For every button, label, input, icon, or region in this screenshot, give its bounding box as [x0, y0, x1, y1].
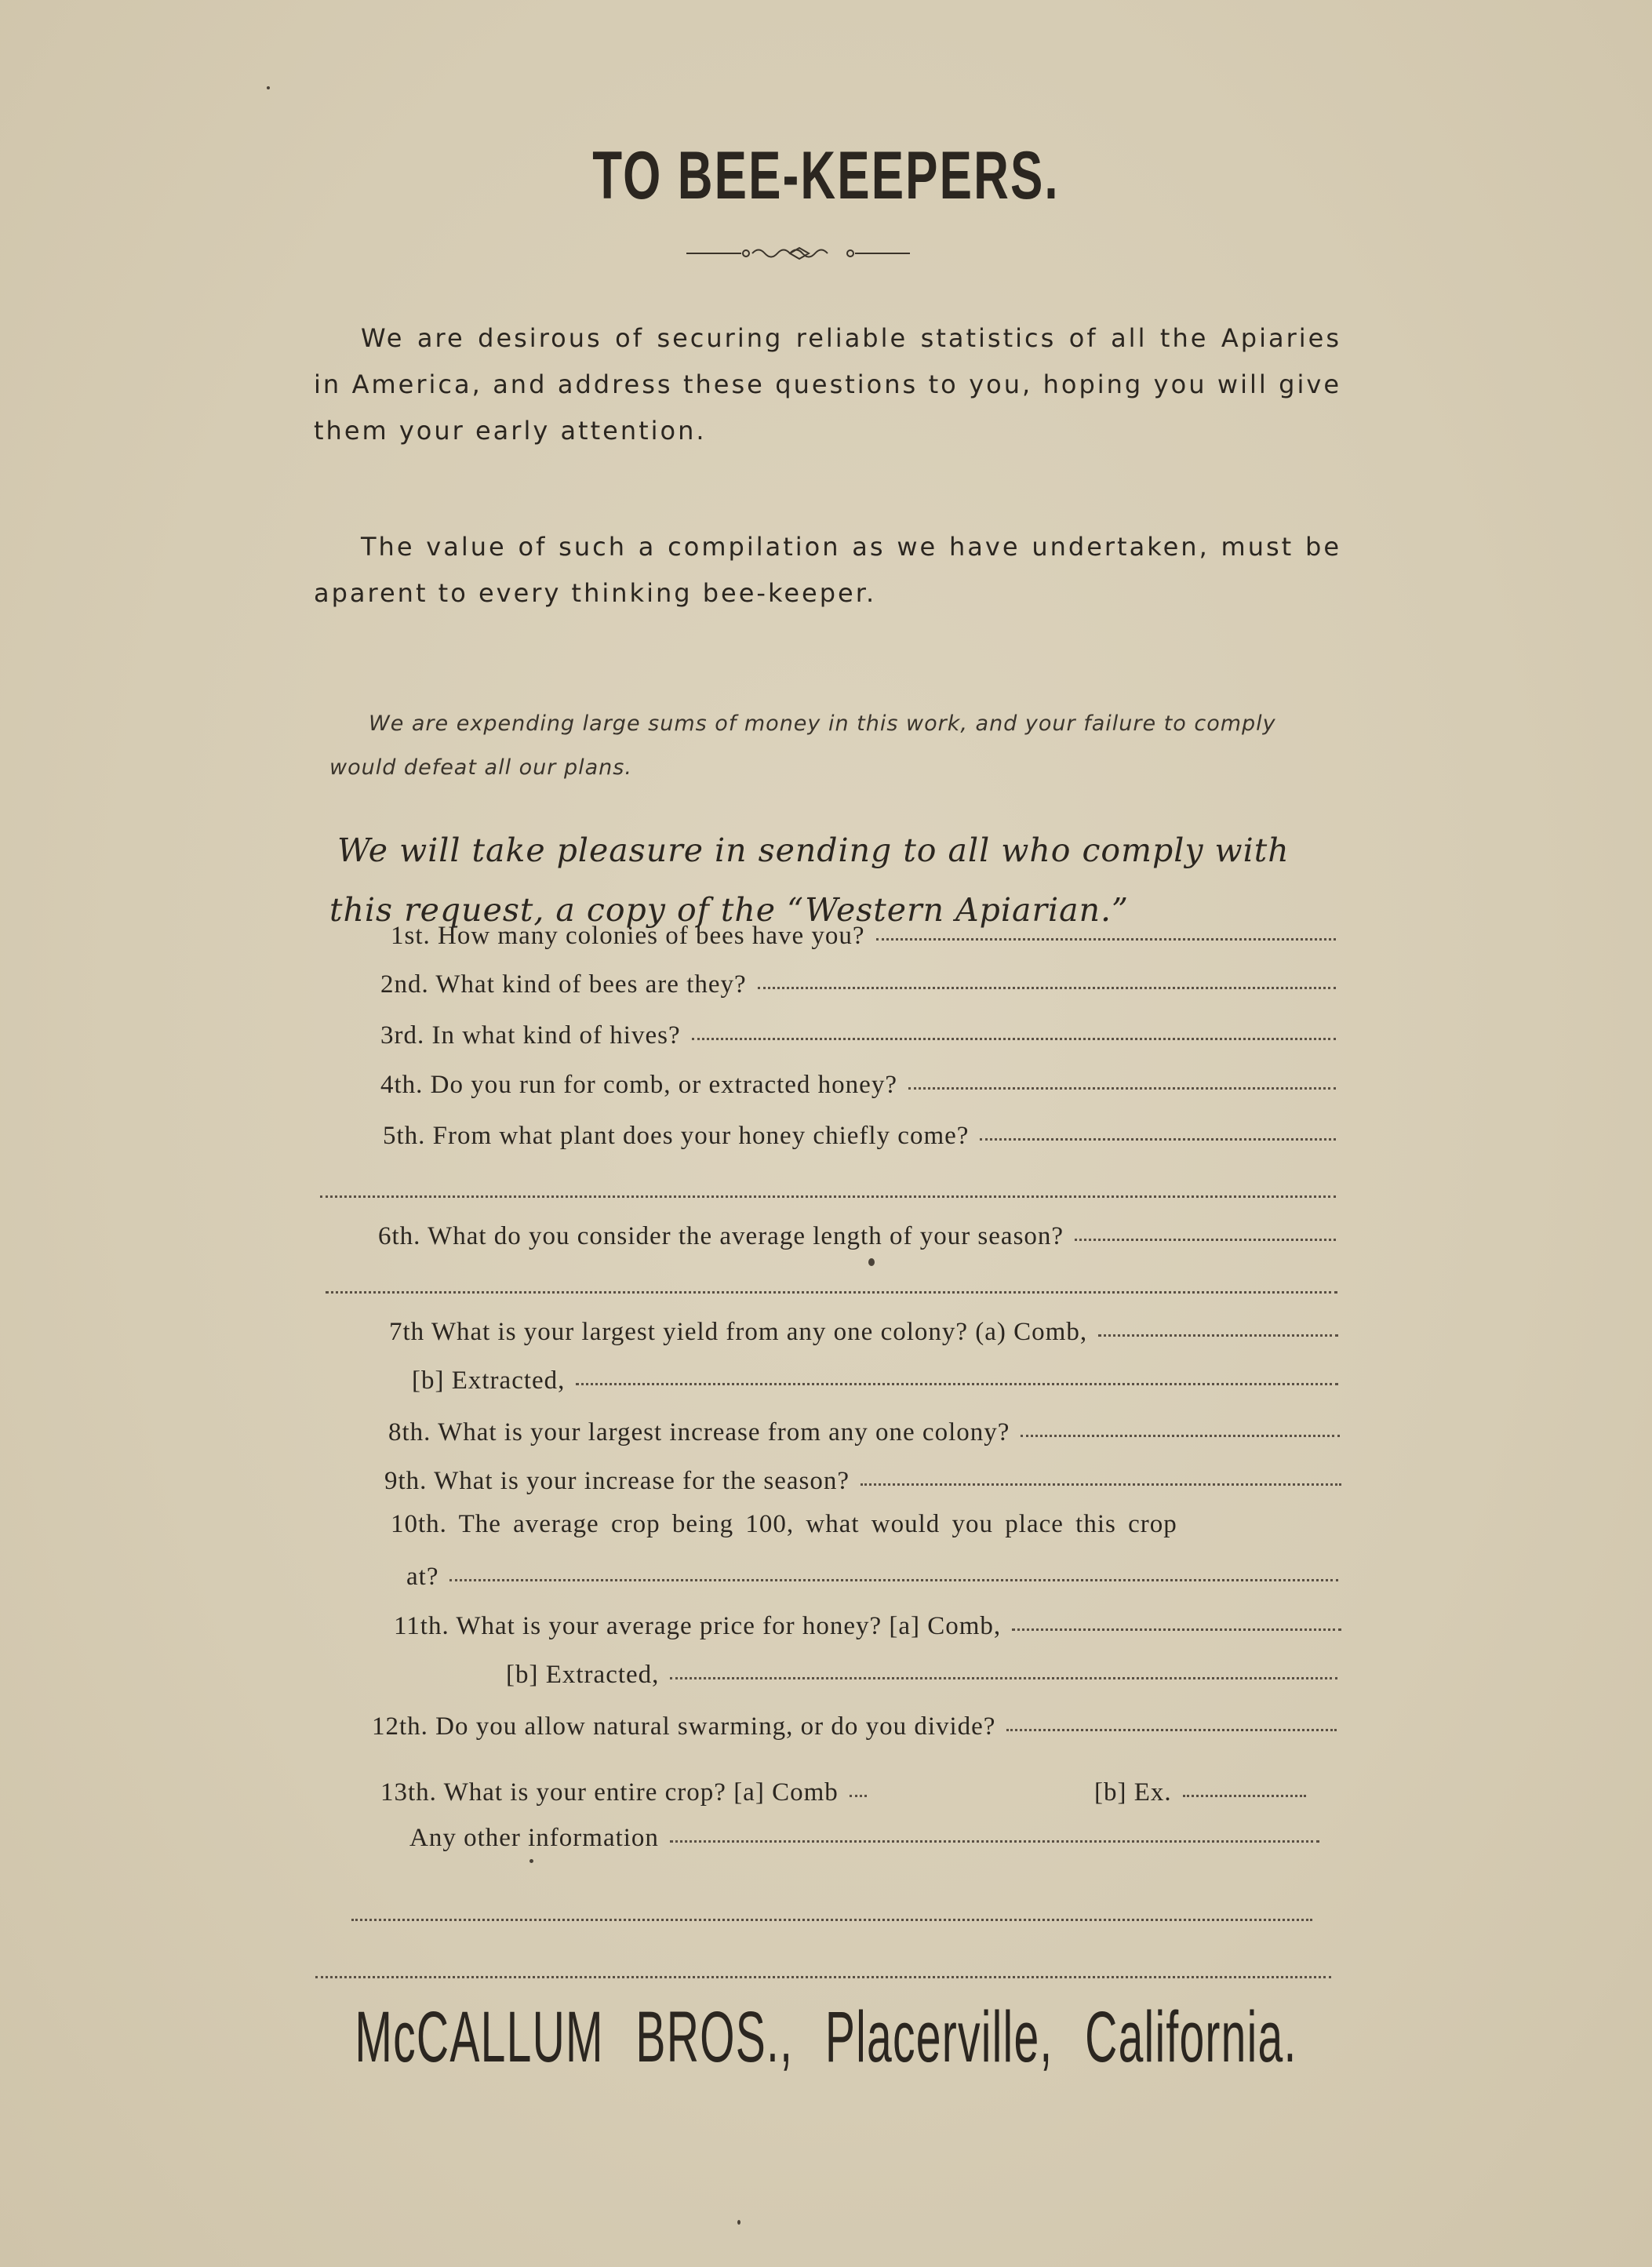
answer-line[interactable] [850, 1771, 867, 1797]
answer-line[interactable] [449, 1556, 1338, 1581]
answer-line[interactable] [980, 1115, 1336, 1141]
question-9: 9th. What is your increase for the season? [384, 1463, 1341, 1496]
question-12: 12th. Do you allow natural swarming, or do you divide? [372, 1708, 1337, 1741]
question-10: 10th. The average crop being 100, what would you place this crop [391, 1510, 1177, 1538]
answer-line[interactable] [692, 1014, 1336, 1040]
question-2: 2nd. What kind of bees are they? [380, 966, 1336, 999]
answer-line[interactable] [670, 1817, 1319, 1843]
answer-line-other-1[interactable] [351, 1919, 1312, 1921]
question-11b: [b] Extracted, [506, 1657, 1337, 1690]
page-title: TO BEE-KEEPERS. [592, 138, 1060, 213]
ink-speck [868, 1258, 875, 1266]
ink-speck [737, 2220, 740, 2225]
ink-speck [267, 86, 270, 89]
other-information: Any other information [409, 1820, 1319, 1853]
answer-line[interactable] [670, 1654, 1337, 1679]
answer-line[interactable] [758, 963, 1336, 989]
answer-line[interactable] [1098, 1311, 1338, 1337]
expense-paragraph: We are expending large sums of money in this work, and your failure to comply would defeat all our plans. [329, 711, 1276, 780]
value-paragraph: The value of such a compilation as we have undertaken, must be aparent to every thinking bee-keeper. [314, 532, 1341, 608]
answer-line[interactable] [861, 1460, 1341, 1486]
answer-line[interactable] [1075, 1215, 1336, 1241]
question-13-extracted: [b] Ex. [1094, 1774, 1306, 1807]
answer-line[interactable] [876, 915, 1336, 941]
ink-speck [529, 1859, 533, 1863]
question-3: 3rd. In what kind of hives? [380, 1017, 1336, 1050]
answer-line[interactable] [908, 1064, 1336, 1090]
question-11: 11th. What is your average price for honey? [a] Comb, [394, 1608, 1341, 1641]
question-8: 8th. What is your largest increase from any one colony? [388, 1414, 1340, 1447]
offer-paragraph: We will take pleasure in sending to all who comply with this request, a copy of the “Western Apiarian.” [329, 831, 1290, 929]
answer-line[interactable] [1021, 1411, 1340, 1437]
question-13-comb: 13th. What is your entire crop? [a] Comb [380, 1774, 867, 1807]
answer-line[interactable] [1006, 1705, 1337, 1731]
question-10b: at? [406, 1559, 1338, 1592]
question-7: 7th What is your largest yield from any one colony? (a) Comb, [389, 1314, 1338, 1347]
answer-line[interactable] [1183, 1771, 1306, 1797]
question-4: 4th. Do you run for comb, or extracted honey? [380, 1067, 1336, 1100]
publisher-imprint: McCALLUM BROS., Placerville, California. [355, 1997, 1297, 2077]
answer-line-other-2[interactable] [315, 1976, 1331, 1978]
question-5: 5th. From what plant does your honey chiefly come? [383, 1118, 1336, 1151]
question-7b: [b] Extracted, [412, 1363, 1338, 1395]
ornament-divider [686, 242, 910, 265]
answer-line[interactable] [1012, 1605, 1341, 1631]
answer-line-6-continued[interactable] [326, 1291, 1337, 1294]
question-6: 6th. What do you consider the average length of your season? [378, 1218, 1336, 1251]
answer-line[interactable] [576, 1359, 1338, 1385]
question-1: 1st. How many colonies of bees have you? [391, 918, 1336, 951]
answer-line-5-continued[interactable] [320, 1195, 1336, 1198]
intro-paragraph: We are desirous of securing reliable statistics of all the Apiaries in America, and address these questions to you, hoping you will give them your early attention. [314, 323, 1341, 446]
